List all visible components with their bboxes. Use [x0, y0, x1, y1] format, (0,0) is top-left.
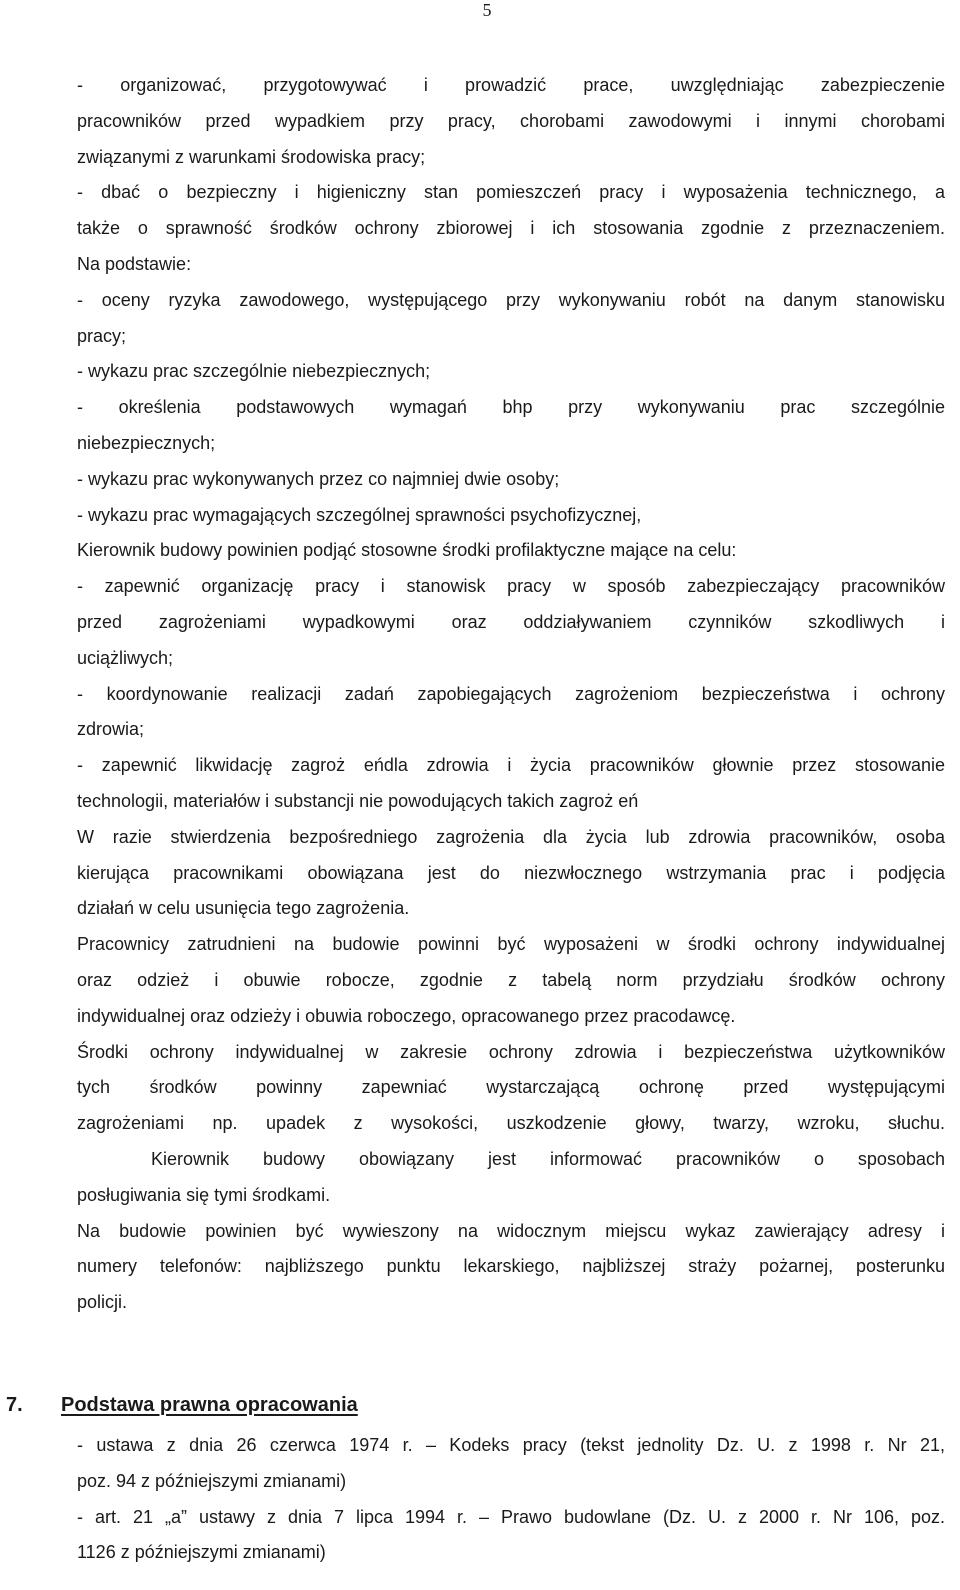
text-line: indywidualnej oraz odzieży i obuwia roboczego, opracowanego przez pracodawcę. — [77, 1005, 736, 1026]
text-line: W razie stwierdzenia bezpośredniego zagrożenia dla życia lub zdrowia pracowników, osoba — [77, 826, 945, 847]
section-number: 7. — [6, 1394, 23, 1416]
text-line: - wykazu prac szczególnie niebezpiecznych; — [77, 361, 431, 382]
text-line: 1126 z późniejszymi zmianami) — [77, 1542, 326, 1563]
text-line: - dbać o bezpieczny i higieniczny stan pomieszczeń pracy i wyposażenia technicznego, a — [77, 182, 945, 203]
text-line: - organizować, przygotowywać i prowadzić prace, uwzględniając zabezpieczenie — [77, 75, 945, 95]
text-line: zagrożeniami np. upadek z wysokości, uszkodzenie głowy, twarzy, wzroku, słuchu. — [77, 1113, 945, 1134]
page-number: 5 — [482, 0, 492, 20]
text-line: Środki ochrony indywidualnej w zakresie ochrony zdrowia i bezpieczeństwa użytkowników — [77, 1041, 945, 1062]
text-line: zdrowia; — [77, 719, 145, 740]
text-line: - ustawa z dnia 26 czerwca 1974 r. – Kodeks pracy (tekst jednolity Dz. U. z 1998 r. Nr 21, — [77, 1435, 945, 1455]
text-line: - zapewnić likwidację zagroż eńdla zdrowia i życia pracowników głownie przez stosowanie — [77, 755, 945, 776]
text-line: - oceny ryzyka zawodowego, występującego przy wykonywaniu robót na danym stanowisku — [77, 289, 945, 310]
text-line: Kierownik budowy obowiązany jest informować pracowników o sposobach — [151, 1148, 945, 1169]
legal-basis-list — [77, 1428, 945, 1571]
text-line: - wykazu prac wymagających szczególnej sprawności psychofizycznej, — [77, 504, 642, 525]
text-line: Pracownicy zatrudnieni na budowie powinni być wyposażeni w środki ochrony indywidualnej — [77, 934, 945, 955]
text-line: pracy; — [77, 325, 127, 346]
text-line: poz. 94 z późniejszymi zmianami) — [77, 1470, 347, 1491]
text-line: kierująca pracownikami obowiązana jest do niezwłocznego wstrzymania prac i podjęcia — [77, 862, 945, 883]
text-line: - zapewnić organizację pracy i stanowisk pracy w sposób zabezpieczający pracowników — [77, 576, 945, 597]
text-line: policji. — [77, 1292, 128, 1313]
text-line: - koordynowanie realizacji zadań zapobiegających zagrożeniom bezpieczeństwa i ochrony — [77, 683, 945, 704]
text-line: oraz odzież i obuwie robocze, zgodnie z tabelą norm przydziału środków ochrony — [77, 969, 945, 990]
body-text — [77, 68, 945, 1321]
text-line: technologii, materiałów i substancji nie powodujących takich zagroż eń — [77, 790, 639, 811]
text-line: - art. 21 „a” ustawy z dnia 7 lipca 1994 r. – Prawo budowlane (Dz. U. z 2000 r. Nr 106, poz. — [77, 1506, 945, 1527]
text-line: Na budowie powinien być wywieszony na widocznym miejscu wykaz zawierający adresy i — [77, 1220, 945, 1241]
text-line: przed zagrożeniami wypadkowymi oraz oddziaływaniem czynników szkodliwych i — [77, 611, 945, 632]
text-line: niebezpiecznych; — [77, 432, 216, 453]
section-title: Podstawa prawna opracowania — [61, 1394, 358, 1416]
text-line: Na podstawie: — [77, 253, 192, 274]
text-line: uciążliwych; — [77, 647, 174, 668]
text-line: posługiwania się tymi środkami. — [77, 1184, 331, 1205]
text-line: także o sprawność środków ochrony zbiorowej i ich stosowania zgodnie z przeznaczeniem. — [77, 218, 945, 239]
text-line: numery telefonów: najbliższego punktu lekarskiego, najbliższej straży pożarnej, posterunku — [77, 1256, 945, 1277]
text-line: tych środków powinny zapewniać wystarczającą ochronę przed występującymi — [77, 1077, 945, 1098]
text-line: - wykazu prac wykonywanych przez co najmniej dwie osoby; — [77, 468, 560, 489]
text-line: Kierownik budowy powinien podjąć stosowne środki profilaktyczne mające na celu: — [77, 540, 737, 561]
text-line: związanymi z warunkami środowiska pracy; — [77, 146, 426, 167]
text-line: działań w celu usunięcia tego zagrożenia. — [77, 898, 410, 919]
text-line: - określenia podstawowych wymagań bhp przy wykonywaniu prac szczególnie — [77, 397, 945, 418]
text-line: pracowników przed wypadkiem przy pracy, chorobami zawodowymi i innymi chorobami — [77, 110, 945, 131]
